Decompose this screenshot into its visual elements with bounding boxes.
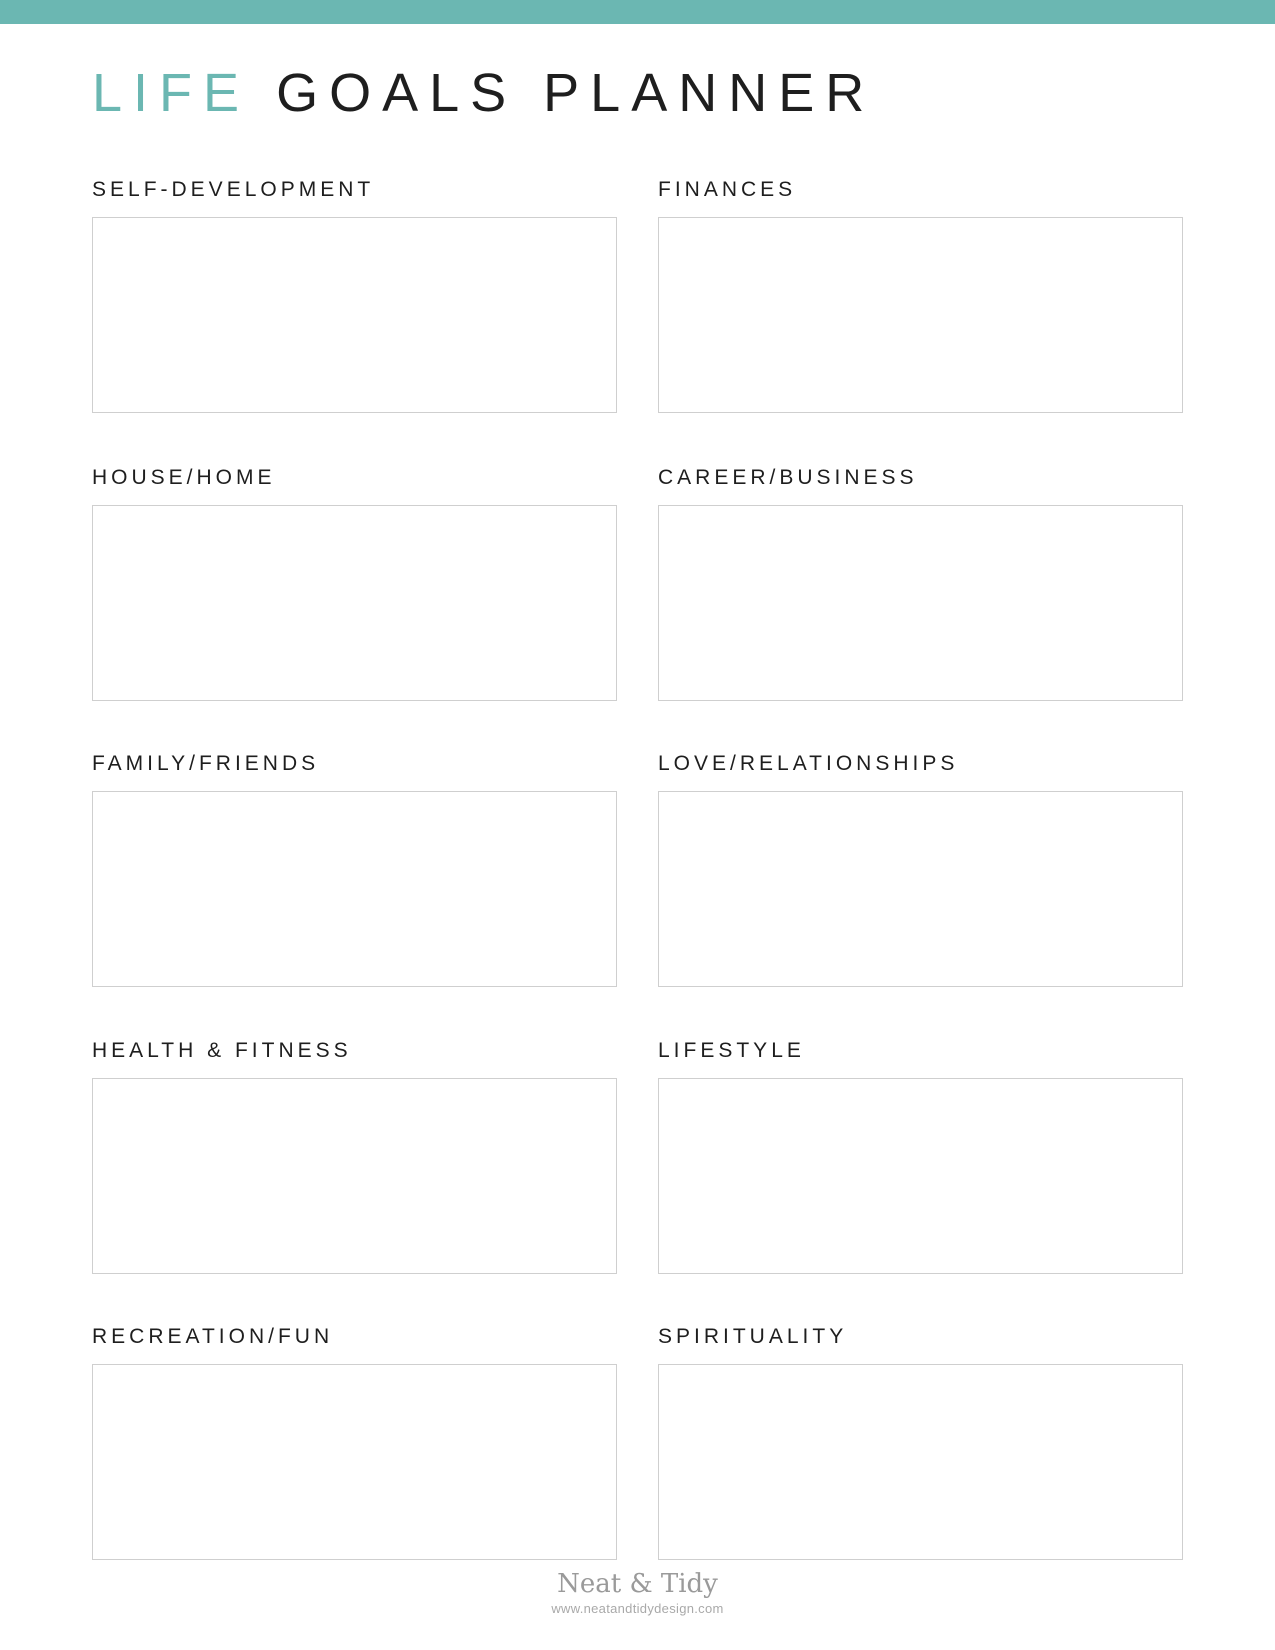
goal-box-love-relationships[interactable] xyxy=(658,791,1183,987)
section-label-health-fitness: HEALTH & FITNESS xyxy=(92,1039,352,1062)
goal-box-spirituality[interactable] xyxy=(658,1364,1183,1560)
section-label-recreation-fun: RECREATION/FUN xyxy=(92,1325,334,1348)
footer-website-url: www.neatandtidydesign.com xyxy=(551,1601,724,1616)
section-label-love-relationships: LOVE/RELATIONSHIPS xyxy=(658,752,959,775)
section-label-lifestyle: LIFESTYLE xyxy=(658,1039,805,1062)
goal-box-self-development[interactable] xyxy=(92,217,617,413)
section-label-house-home: HOUSE/HOME xyxy=(92,466,276,489)
page-title xyxy=(92,60,875,126)
section-label-family-friends: FAMILY/FRIENDS xyxy=(92,752,320,775)
goal-box-family-friends[interactable] xyxy=(92,791,617,987)
section-label-spirituality: SPIRITUALITY xyxy=(658,1325,848,1348)
section-label-finances: FINANCES xyxy=(658,178,797,201)
footer-brand-logo: Neat & Tidy xyxy=(557,1569,718,1599)
page-title-accent: LIFE xyxy=(92,63,251,123)
top-accent-band xyxy=(0,0,1275,24)
section-label-self-development: SELF-DEVELOPMENT xyxy=(92,178,375,201)
goal-box-house-home[interactable] xyxy=(92,505,617,701)
goal-box-recreation-fun[interactable] xyxy=(92,1364,617,1560)
goal-box-lifestyle[interactable] xyxy=(658,1078,1183,1274)
page-title-rest: GOALS PLANNER xyxy=(276,63,876,123)
footer xyxy=(0,1568,1275,1618)
section-label-career-business: CAREER/BUSINESS xyxy=(658,466,918,489)
goal-box-health-fitness[interactable] xyxy=(92,1078,617,1274)
goal-box-finances[interactable] xyxy=(658,217,1183,413)
goal-box-career-business[interactable] xyxy=(658,505,1183,701)
